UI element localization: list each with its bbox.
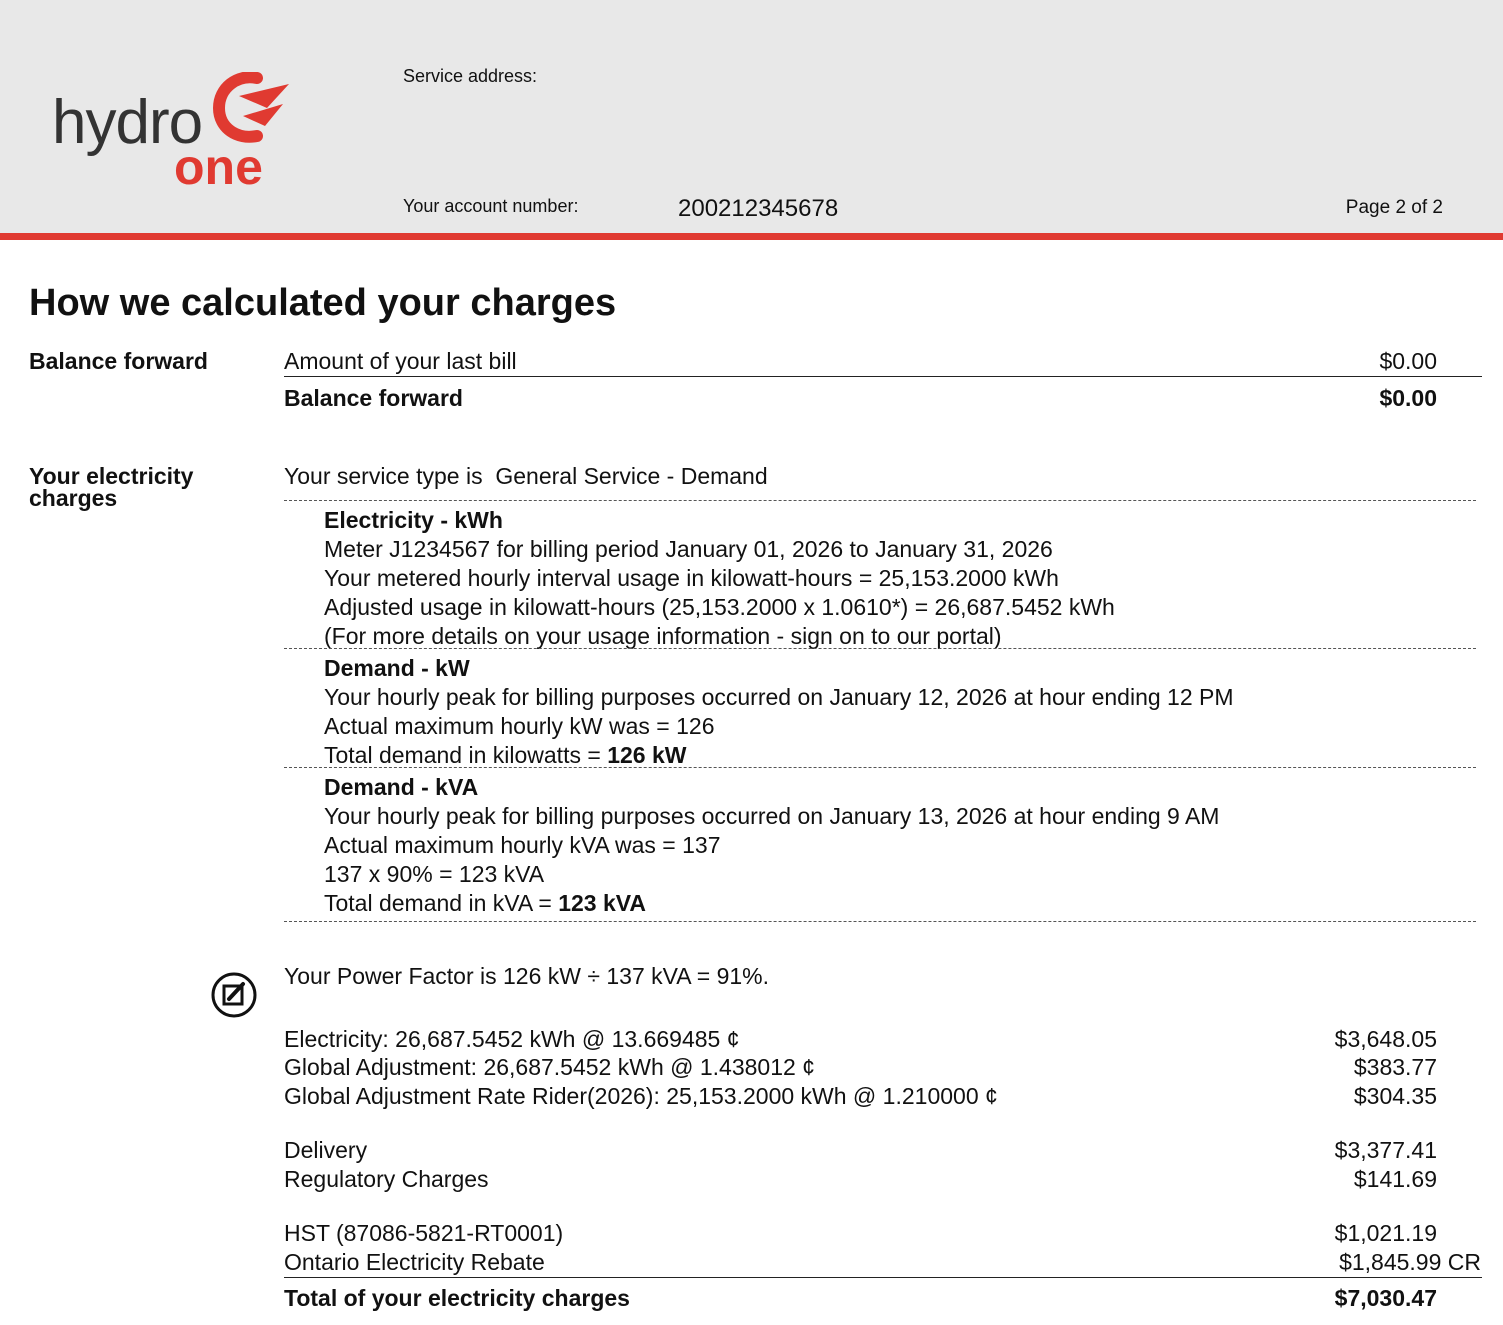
service-type-prefix: Your service type is <box>284 463 483 489</box>
dashed-divider <box>284 648 1476 649</box>
total-divider <box>284 1277 1482 1278</box>
total-amount: $7,030.47 <box>1334 1285 1437 1311</box>
dashed-divider <box>284 500 1476 501</box>
last-bill-amount: $0.00 <box>1379 348 1437 374</box>
charge-amount: $3,377.41 <box>1334 1137 1437 1163</box>
kw-line: Actual maximum hourly kW was = 126 <box>324 713 715 739</box>
kva-total-value: 123 kVA <box>558 890 647 916</box>
charge-label: Regulatory Charges <box>284 1166 489 1192</box>
charge-amount: $141.69 <box>1353 1166 1437 1192</box>
charge-amount: $3,648.05 <box>1334 1026 1437 1052</box>
kva-block <box>324 773 1219 918</box>
kw-total-prefix: Total demand in kilowatts = <box>324 742 608 768</box>
dashed-divider <box>284 767 1476 768</box>
kwh-heading: Electricity - kWh <box>324 507 503 533</box>
account-number-label: Your account number: <box>403 196 579 216</box>
charge-label: Global Adjustment: 26,687.5452 kWh @ 1.438012 ¢ <box>284 1054 815 1080</box>
dashed-divider <box>284 921 1476 922</box>
kva-total-prefix: Total demand in kVA = <box>324 890 559 916</box>
hydro-one-swoosh-icon <box>207 72 292 144</box>
hydro-one-logo <box>52 72 292 197</box>
service-type-value: General Service - Demand <box>495 463 768 489</box>
service-type <box>284 463 768 490</box>
kwh-block <box>324 506 1115 651</box>
header-divider <box>0 233 1503 240</box>
kva-line: Actual maximum hourly kVA was = 137 <box>324 832 721 858</box>
charge-amount: $383.77 <box>1353 1054 1437 1080</box>
balance-forward-amount: $0.00 <box>1379 385 1437 411</box>
power-factor: Your Power Factor is 126 kW ÷ 137 kVA = 91%. <box>284 963 769 989</box>
portal-note: (For more details on your usage information - sign on to our portal) <box>324 623 1002 649</box>
kwh-line: Your metered hourly interval usage in kilowatt-hours = 25,153.2000 kWh <box>324 565 1059 591</box>
kwh-line: Adjusted usage in kilowatt-hours (25,153.2000 x 1.0610*) = 26,687.5452 kWh <box>324 594 1115 620</box>
service-address-label: Service address: <box>403 66 538 86</box>
balance-section-label: Balance forward <box>29 348 208 374</box>
electricity-section-label: Your electricity charges <box>29 463 194 511</box>
kwh-line: Meter J1234567 for billing period January 01, 2026 to January 31, 2026 <box>324 536 1053 562</box>
kw-total-value: 126 kW <box>607 742 687 768</box>
balance-forward-label: Balance forward <box>284 385 463 411</box>
kva-heading: Demand - kVA <box>324 774 479 800</box>
kw-block <box>324 654 1234 770</box>
charge-label: Global Adjustment Rate Rider(2026): 25,153.2000 kWh @ 1.210000 ¢ <box>284 1083 998 1109</box>
kva-line: Your hourly peak for billing purposes occurred on January 13, 2026 at hour ending 9 AM <box>324 803 1220 829</box>
charge-amount: $1,845.99 CR <box>1339 1249 1481 1275</box>
page-title: How we calculated your charges <box>29 282 617 324</box>
account-number: 200212345678 <box>678 195 839 222</box>
charge-amount: $1,021.19 <box>1334 1220 1437 1246</box>
charge-label: Delivery <box>284 1137 368 1163</box>
logo-hydro-text: hydro <box>52 88 203 157</box>
total-label: Total of your electricity charges <box>284 1285 630 1311</box>
last-bill-label: Amount of your last bill <box>284 348 517 374</box>
logo-one-text: one <box>174 139 263 195</box>
charge-label: Ontario Electricity Rebate <box>284 1249 545 1275</box>
kva-line: 137 x 90% = 123 kVA <box>324 861 545 887</box>
kw-line: Your hourly peak for billing purposes occurred on January 12, 2026 at hour ending 12 PM <box>324 684 1234 710</box>
charge-amount: $304.35 <box>1353 1083 1437 1109</box>
kw-total <box>324 741 1234 770</box>
charge-label: HST (87086-5821-RT0001) <box>284 1220 564 1246</box>
note-pencil-icon <box>211 972 257 1018</box>
kva-total <box>324 889 1219 918</box>
kw-heading: Demand - kW <box>324 655 470 681</box>
charge-label: Electricity: 26,687.5452 kWh @ 13.669485 ¢ <box>284 1026 740 1052</box>
page-number: Page 2 of 2 <box>1345 197 1443 218</box>
balance-divider <box>284 376 1482 377</box>
